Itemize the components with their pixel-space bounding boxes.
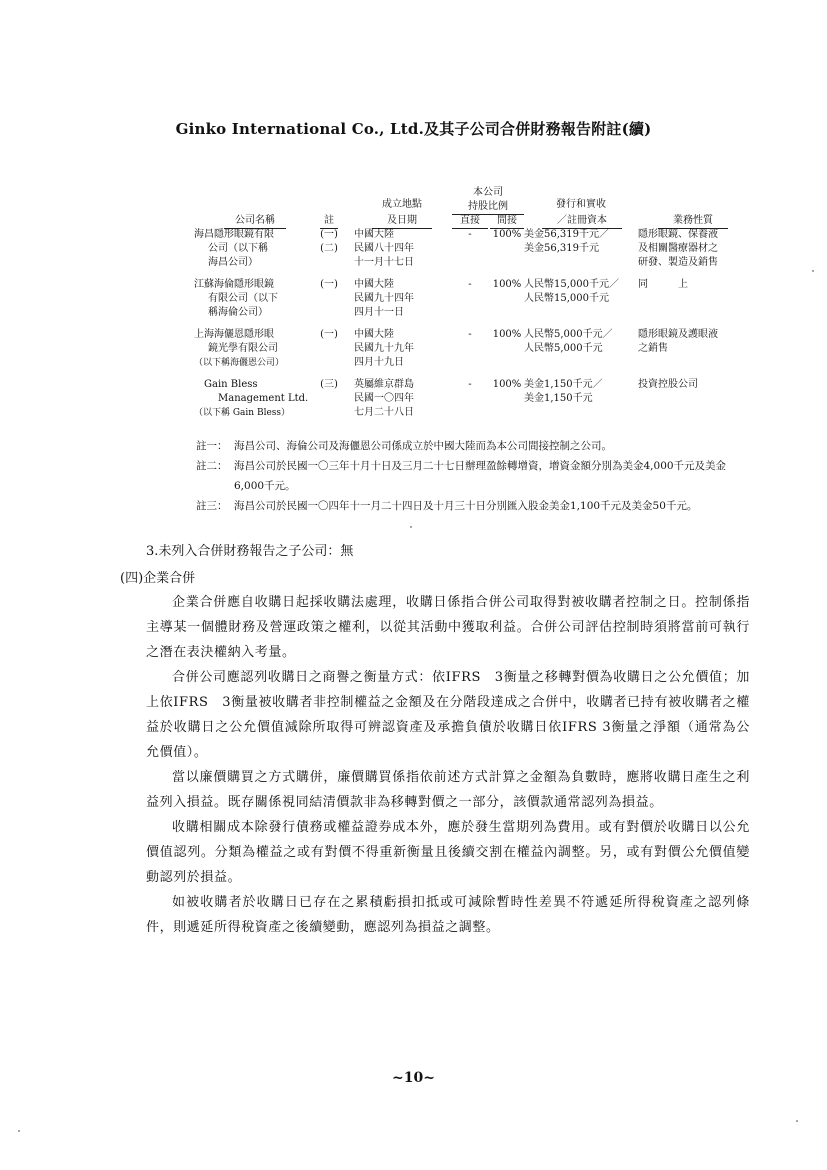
header-capital-l2: ／註冊資本 (542, 214, 622, 229)
text-line: 隱形眼鏡及護眼液 (638, 329, 718, 340)
table-notes (196, 436, 756, 516)
note-ref (316, 328, 342, 342)
text-line: 公司（以下稱 (208, 243, 268, 254)
text-line: Gain Bless (204, 379, 258, 390)
location-date (354, 378, 450, 420)
location-date (354, 328, 450, 370)
text-line: 美金56,319千元 (524, 243, 599, 254)
text-line: 稱海倫公司） (208, 307, 268, 318)
direct-holding: - (468, 329, 472, 340)
paragraph: 當以廉價購買之方式購併，廉價購買係指依前述方式計算之金額為負數時，應將收購日產生之利益列入損益。既存關係視同結清價款非為移轉對價之一部分，該價款通常認列為損益。 (146, 770, 750, 810)
note-label: 註一： (196, 440, 228, 452)
text-line: 有限公司（以下 (208, 293, 278, 304)
scan-speck (18, 1130, 20, 1132)
header-business: 業務性質 (658, 214, 728, 229)
text-line: (一) (320, 279, 338, 290)
scan-speck (796, 1120, 798, 1122)
text-line: 民國八十四年 (354, 243, 414, 254)
company-name (194, 228, 312, 270)
text-line: 四月十九日 (354, 357, 404, 368)
indirect-holding: 100% (492, 229, 522, 240)
capital (524, 378, 638, 406)
note-label: 註三： (196, 500, 228, 512)
paragraph: 如被收購者於收購日已存在之累積虧損扣抵或可減除暫時性差異不符遞延所得稅資產之認列條件，則遞延所得稅資產之後續變動，應認列為損益之調整。 (146, 895, 750, 935)
text-line: 民國一〇四年 (354, 393, 414, 404)
direct-holding: - (468, 279, 472, 290)
page-title: Ginko International Co., Ltd.及其子公司合併財務報告附註(續) (175, 120, 652, 138)
text-line: （以下稱海儷恩公司） (194, 358, 285, 368)
table-row (194, 228, 746, 278)
section-unconsolidated-subsidiaries: 3.未列入合併財務報告之子公司：無 (146, 544, 354, 559)
company-name (194, 328, 312, 370)
direct-holding: - (468, 379, 472, 390)
business-nature (638, 328, 748, 356)
text-line: 美金56,319千元／ (524, 229, 609, 240)
page-number: ~10~ (392, 1070, 435, 1086)
note-label: 註二： (196, 460, 228, 472)
text-line: 中國大陸 (354, 229, 394, 240)
text-line: 美金1,150千元／ (524, 379, 603, 390)
note-2 (196, 456, 756, 496)
table-header (194, 186, 746, 228)
header-location-l2: 及日期 (372, 214, 432, 229)
text-line: 人民幣5,000千元 (524, 343, 603, 354)
capital (524, 228, 638, 256)
note-3 (196, 496, 756, 516)
text-line: 及相關醫療器材之 (638, 243, 718, 254)
text-line: (二) (320, 243, 338, 254)
text-line: 人民幣15,000千元 (524, 293, 609, 304)
company-name (194, 378, 312, 420)
indirect-holding: 100% (492, 329, 522, 340)
text-line: 投資控股公司 (638, 379, 698, 390)
scan-speck (410, 526, 412, 528)
text-line: (一) (320, 229, 338, 240)
text-line: Management Ltd. (218, 393, 309, 404)
scan-speck (812, 270, 814, 272)
text-line: 中國大陸 (354, 329, 394, 340)
text-line: 鏡光學有限公司 (208, 343, 278, 354)
section-business-combination: (四)企業合併 (120, 571, 196, 586)
header-indirect: 間接 (490, 214, 524, 229)
direct-holding: - (468, 229, 472, 240)
text-line: 研發、製造及銷售 (638, 257, 718, 268)
text-line: (三) (320, 379, 338, 390)
text-line: 隱形眼鏡、保養液 (638, 229, 718, 240)
text-line: (一) (320, 329, 338, 340)
header-holding-l2: 持股比例 (452, 200, 524, 215)
business-nature (638, 278, 748, 292)
text-line: 人民幣5,000千元／ (524, 329, 613, 340)
header-holding-l1: 本公司 (473, 187, 503, 198)
table-row (194, 278, 746, 328)
text-line: 海昌隱形眼鏡有限 (194, 229, 274, 240)
header-direct: 直接 (452, 214, 488, 229)
table-row (194, 328, 746, 378)
capital (524, 278, 638, 306)
text-line: （以下稱 Gain Bless） (194, 408, 291, 418)
business-nature (638, 378, 748, 392)
text-line: 美金1,150千元 (524, 393, 593, 404)
text-line: 人民幣15,000千元／ (524, 279, 619, 290)
note-1 (196, 436, 756, 456)
text-line: 七月二十八日 (354, 407, 414, 418)
text-line: 同 上 (638, 279, 688, 290)
paragraph: 合併公司應認列收購日之商譽之衡量方式：依IFRS 3衡量之移轉對價為收購日之公允價值；加上依IFRS 3衡量被收購者非控制權益之金額及在分階段達成之合併中，收購者已持有被收購者之權益於收購日之公允價值減除所取得可辨認資產及承擔負債於收購日依IFRS 3衡量之淨額（通常為公允價值）。 (146, 670, 750, 760)
text-line: 上海海儷恩隱形眼 (194, 329, 274, 340)
text-line: 海昌公司） (208, 257, 258, 268)
text-line: 十一月十七日 (354, 257, 414, 268)
header-capital-l1: 發行和實收 (556, 199, 606, 210)
text-line: 民國九十九年 (354, 343, 414, 354)
text-line: 英屬維京群島 (354, 379, 414, 390)
indirect-holding: 100% (492, 279, 522, 290)
location-date (354, 278, 450, 320)
paragraph: 收購相關成本除發行債務或權益證券成本外，應於發生當期列為費用。或有對價於收購日以公允價值認列。分類為權益之或有對價不得重新衡量且後續交割在權益內調整。另，或有對價公允價值變動認列於損益。 (146, 820, 750, 885)
text-line: 江蘇海倫隱形眼鏡 (194, 279, 274, 290)
business-nature (638, 228, 748, 270)
text-line: 四月十一日 (354, 307, 404, 318)
note-ref (316, 278, 342, 292)
note-ref (316, 378, 342, 392)
note-text: 海昌公司、海倫公司及海儷恩公司係成立於中國大陸而為本公司間接控制之公司。 (234, 440, 612, 452)
capital (524, 328, 638, 356)
note-text: 海昌公司於民國一〇四年十一月二十四日及十月三十日分別匯入股金美金1,100千元及美金50千元。 (234, 500, 698, 512)
header-note: 註 (320, 214, 338, 229)
paragraph: 企業合併應自收購日起採收購法處理，收購日係指合併公司取得對被收購者控制之日。控制係指主導某一個體財務及營運政策之權利，以從其活動中獲取利益。合併公司評估控制時須將當前可執行之潛在表決權納入考量。 (146, 595, 750, 660)
business-combination-text (146, 590, 750, 940)
text-line: 民國九十四年 (354, 293, 414, 304)
header-location-l1: 成立地點 (382, 199, 422, 210)
note-text: 海昌公司於民國一〇三年十月十日及三月二十七日辦理盈餘轉增資，增資金額分別為美金4,000千元及美金6,000千元。 (234, 460, 727, 492)
indirect-holding: 100% (492, 379, 522, 390)
location-date (354, 228, 450, 270)
header-name: 公司名稱 (224, 214, 286, 229)
note-ref (316, 228, 342, 256)
table-row (194, 378, 746, 426)
subsidiary-table (194, 186, 746, 426)
company-name (194, 278, 312, 320)
text-line: 之銷售 (638, 343, 668, 354)
text-line: 中國大陸 (354, 279, 394, 290)
